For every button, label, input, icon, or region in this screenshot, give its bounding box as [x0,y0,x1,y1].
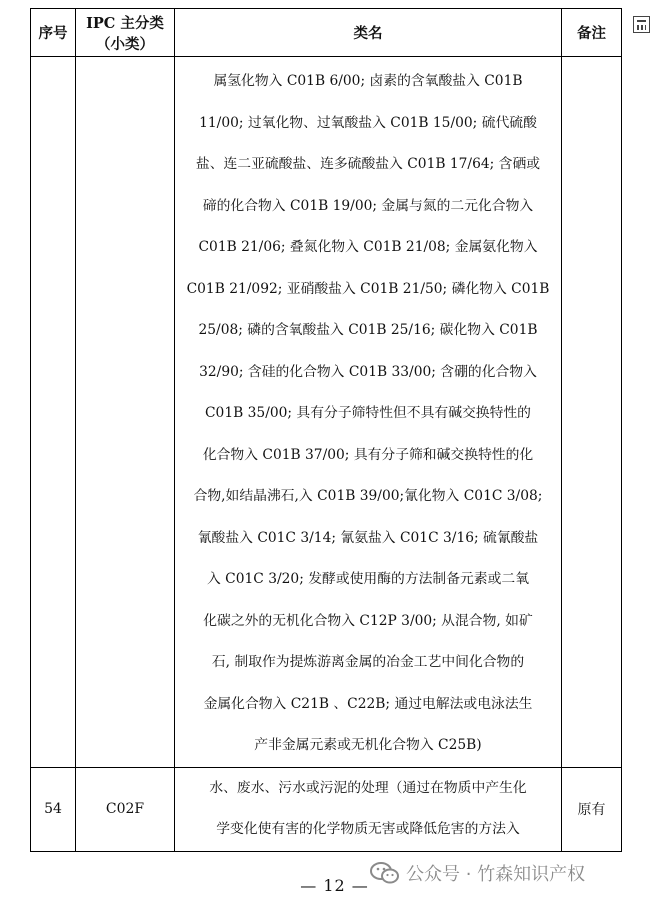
header-name: 类名 [175,9,562,57]
header-row [31,9,622,57]
header-ipc-sub: （小类） [96,35,154,53]
header-ipc [76,9,175,57]
cell-no: 54 [31,767,76,851]
cell-name [175,57,562,768]
row54-name-text: 水、废水、污水或污泥的处理（通过在物质中产生化 学变化使有害的化学物质无害或降低危害的方法入 [209,779,527,837]
table-row [31,57,622,768]
grid-icon[interactable] [633,16,650,33]
cell-name [175,767,562,851]
watermark-text: 公众号 · 竹森知识产权 [406,864,586,885]
table-row [31,767,622,851]
header-no: 序号 [31,9,76,57]
cell-note: 原有 [562,767,622,851]
page-number: — 12 — [300,876,369,895]
continuation-text: 属氢化物入 C01B 6/00; 卤素的含氧酸盐入 C01B 11/00; 过氧化物、过氧酸盐入 C01B 15/00; 硫代硫酸 盐、连二亚硫酸盐、连多硫酸盐入 C01B 17/64; 含硒或 碲的化合物入 C01B 19/00; 金属与氮的二元化合物入 C01B 21/06; 叠氮化物入 C01B 21/08; 金属氨化物入 C01B 21/092; 亚硝酸盐入 C01B 21/50; 磷化物入 C01B 25/08; 磷的含氧酸盐入 C01B 25/16; 碳化物入 C01B 32/90; 含硅的化合物入 C01B 33/00; 含硼的化合物入 C01B 35/00; 具有分子筛特性但不具有碱交换特性的 化合物入 C01B 37/00; 具有分子筛和碱交换特性的化 合物,如结晶沸石,入 C01B 39/00;氰化物入 C01C 3/08; 氰酸盐入 C01C 3/14; 氰氨盐入 C01C 3/16; 硫氰酸盐 入 C01C 3/20; 发酵或使用酶的方法制备元素或二氧 化碳之外的无机化合物入 C12P 3/00; 从混合物, 如矿 石, 制取作为提炼游离金属的冶金工艺中间化合物的 金属化合物入 C21B 、C22B; 通过电解法或电泳法生 产非金属元素或无机化合物入 C25B) [186,73,550,753]
cell-ipc: C02F [76,767,175,851]
ipc-classification-table [30,8,622,852]
header-ipc-main: IPC 主分类 [86,14,164,32]
cell-note-empty [562,57,622,768]
cell-ipc-empty [76,57,175,768]
cell-no-empty [31,57,76,768]
header-note: 备注 [562,9,622,57]
